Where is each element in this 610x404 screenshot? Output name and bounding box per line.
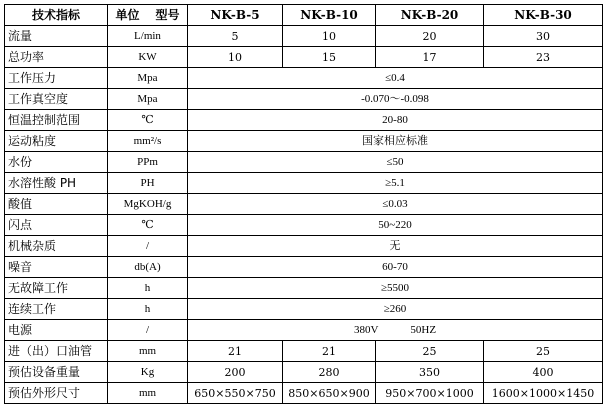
unit-cell: / xyxy=(108,236,188,257)
header-unit-type xyxy=(108,5,188,26)
param-cell: 恒温控制范围 xyxy=(5,110,108,131)
value-cell: 21 xyxy=(283,341,376,362)
value-cell: ≤0.4 xyxy=(188,68,603,89)
unit-cell: mm xyxy=(108,383,188,404)
value-cell: 25 xyxy=(376,341,484,362)
value-cell: 950×700×1000 xyxy=(376,383,484,404)
table-row xyxy=(5,110,603,131)
param-cell: 水份 xyxy=(5,152,108,173)
value-cell: 20 xyxy=(376,26,484,47)
table-row xyxy=(5,68,603,89)
unit-cell: db(A) xyxy=(108,257,188,278)
param-cell: 酸值 xyxy=(5,194,108,215)
unit-cell: PH xyxy=(108,173,188,194)
value-cell: ≥5.1 xyxy=(188,173,603,194)
param-cell: 闪点 xyxy=(5,215,108,236)
header-param: 技术指标 xyxy=(5,5,108,26)
value-cell: ≤50 xyxy=(188,152,603,173)
table-row xyxy=(5,320,603,341)
value-cell: 50~220 xyxy=(188,215,603,236)
value-cell: ≤0.03 xyxy=(188,194,603,215)
unit-cell: MgKOH/g xyxy=(108,194,188,215)
header-model-3: NK-B-20 xyxy=(376,5,484,26)
value-cell: 1600×1000×1450 xyxy=(484,383,603,404)
unit-cell: KW xyxy=(108,47,188,68)
unit-cell: / xyxy=(108,320,188,341)
value-cell: 850×650×900 xyxy=(283,383,376,404)
value-cell: 25 xyxy=(484,341,603,362)
unit-cell: h xyxy=(108,278,188,299)
param-cell: 总功率 xyxy=(5,47,108,68)
value-cell: 5 xyxy=(188,26,283,47)
value-cell: 280 xyxy=(283,362,376,383)
table-row xyxy=(5,215,603,236)
value-cell: 无 xyxy=(188,236,603,257)
spec-table xyxy=(4,4,603,404)
unit-cell: PPm xyxy=(108,152,188,173)
param-cell: 无故障工作 xyxy=(5,278,108,299)
table-row xyxy=(5,362,603,383)
table-row xyxy=(5,89,603,110)
voltage-value: 380V xyxy=(353,323,379,336)
param-cell: 流量 xyxy=(5,26,108,47)
value-cell: 国家相应标准 xyxy=(188,131,603,152)
value-cell: 23 xyxy=(484,47,603,68)
param-cell: 连续工作 xyxy=(5,299,108,320)
header-unit: 单位 xyxy=(115,7,140,22)
value-cell: 10 xyxy=(283,26,376,47)
param-cell: 工作压力 xyxy=(5,68,108,89)
table-row xyxy=(5,26,603,47)
unit-cell: h xyxy=(108,299,188,320)
header-type: 型号 xyxy=(155,7,180,22)
value-cell: 350 xyxy=(376,362,484,383)
value-cell: 30 xyxy=(484,26,603,47)
unit-cell: Mpa xyxy=(108,68,188,89)
table-row xyxy=(5,173,603,194)
table-row xyxy=(5,236,603,257)
header-model-2: NK-B-10 xyxy=(283,5,376,26)
table-row xyxy=(5,152,603,173)
value-cell: ≥5500 xyxy=(188,278,603,299)
param-cell: 水溶性酸 PH xyxy=(5,173,108,194)
power-value-cell xyxy=(188,320,603,341)
unit-cell: ℃ xyxy=(108,215,188,236)
param-cell: 电源 xyxy=(5,320,108,341)
table-header-row xyxy=(5,5,603,26)
value-cell: 10 xyxy=(188,47,283,68)
unit-cell: ℃ xyxy=(108,110,188,131)
value-cell: 15 xyxy=(283,47,376,68)
param-cell: 噪音 xyxy=(5,257,108,278)
value-cell: 200 xyxy=(188,362,283,383)
param-cell: 进（出）口油管 xyxy=(5,341,108,362)
table-row xyxy=(5,47,603,68)
table-row xyxy=(5,131,603,152)
value-cell: 400 xyxy=(484,362,603,383)
unit-cell: L/min xyxy=(108,26,188,47)
value-cell: 17 xyxy=(376,47,484,68)
value-cell: -0.070～-0.098 xyxy=(188,89,603,110)
value-cell: 60-70 xyxy=(188,257,603,278)
table-row xyxy=(5,257,603,278)
table-row xyxy=(5,341,603,362)
unit-cell: mm²/s xyxy=(108,131,188,152)
param-cell: 工作真空度 xyxy=(5,89,108,110)
param-cell: 预估外形尺寸 xyxy=(5,383,108,404)
param-cell: 机械杂质 xyxy=(5,236,108,257)
table-row xyxy=(5,278,603,299)
unit-cell: Kg xyxy=(108,362,188,383)
value-cell: 20-80 xyxy=(188,110,603,131)
table-row xyxy=(5,194,603,215)
unit-cell: Mpa xyxy=(108,89,188,110)
header-model-4: NK-B-30 xyxy=(484,5,603,26)
unit-cell: mm xyxy=(108,341,188,362)
param-cell: 运动粘度 xyxy=(5,131,108,152)
param-cell: 预估设备重量 xyxy=(5,362,108,383)
frequency-value: 50HZ xyxy=(410,323,437,336)
value-cell: ≥260 xyxy=(188,299,603,320)
table-row xyxy=(5,383,603,404)
header-model-1: NK-B-5 xyxy=(188,5,283,26)
table-row xyxy=(5,299,603,320)
value-cell: 21 xyxy=(188,341,283,362)
value-cell: 650×550×750 xyxy=(188,383,283,404)
